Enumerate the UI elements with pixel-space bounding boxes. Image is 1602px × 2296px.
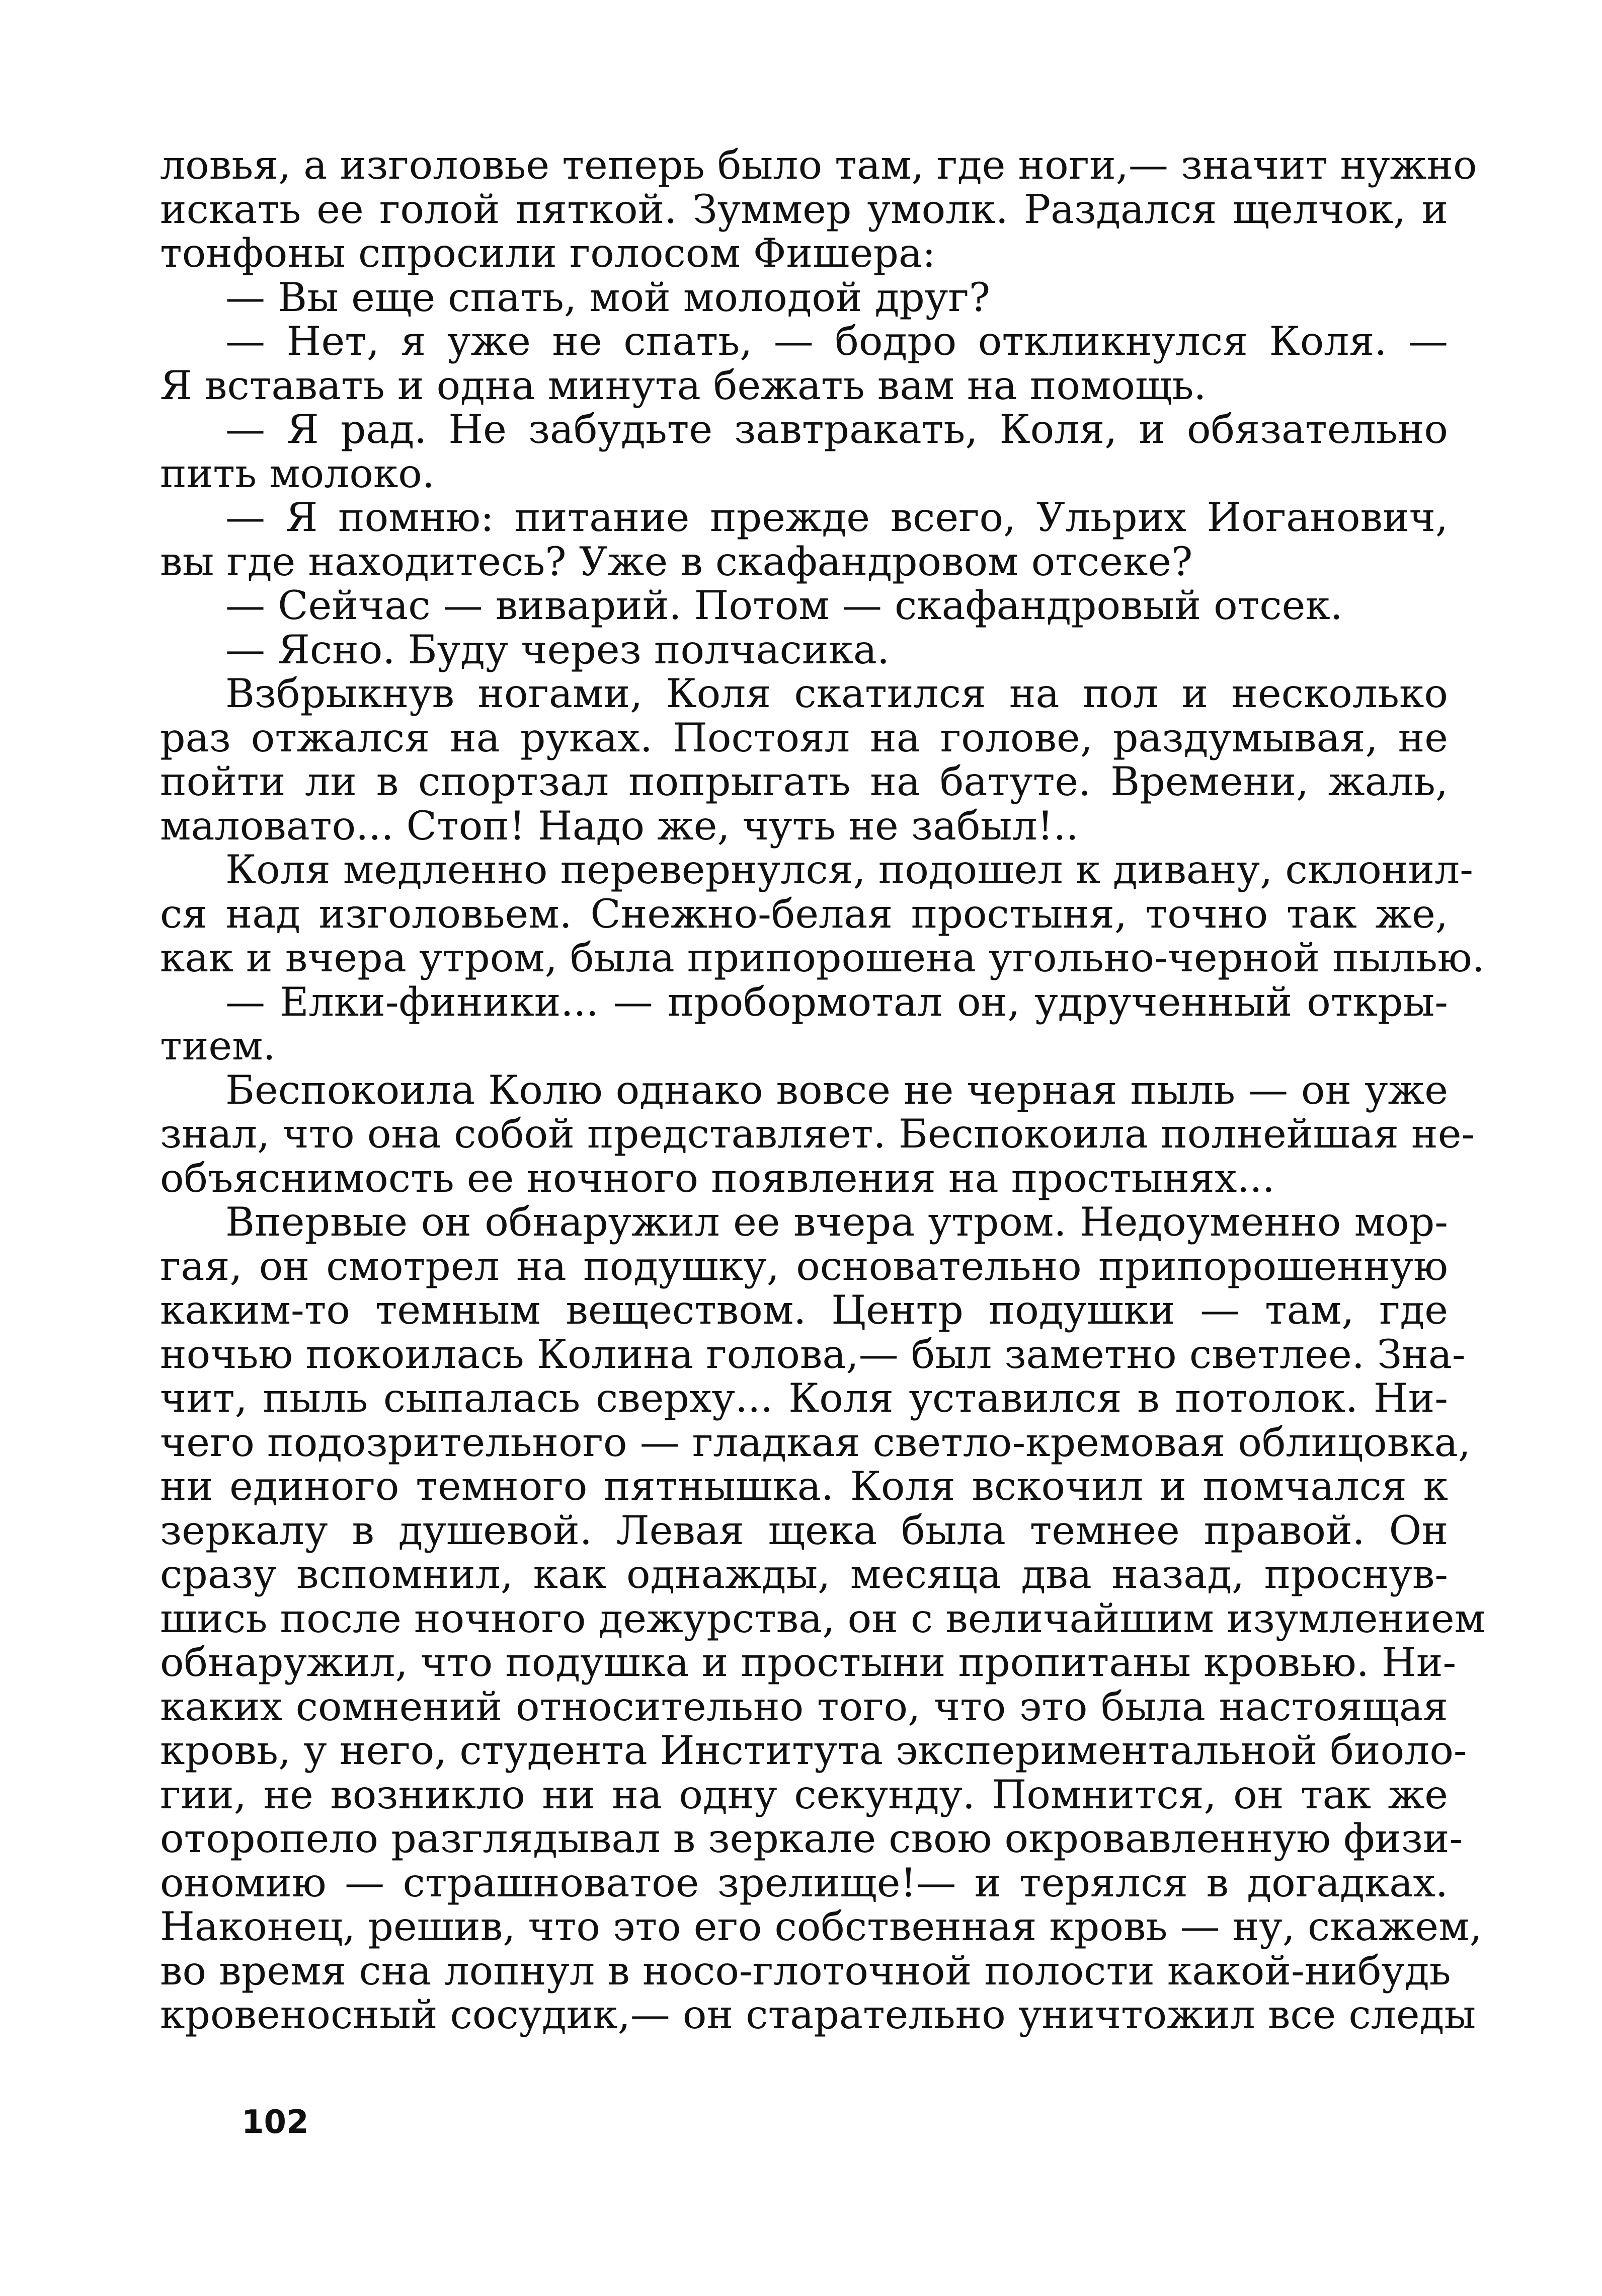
text-line: — Я помню: питание прежде всего, Ульрих Иоганович,	[225, 494, 1448, 541]
text-line: ни единого темного пятнышка. Коля вскочил и помчался к	[160, 1463, 1448, 1509]
text-line: каких сомнений относительно того, что это была настоящая	[160, 1683, 1448, 1730]
text-line: чит, пыль сыпалась сверху... Коля уставился в потолок. Ни-	[160, 1375, 1448, 1421]
text-line: Я вставать и одна минута бежать вам на помощь.	[160, 362, 1207, 409]
text-line: ночью покоилась Колина голова,— был заметно светлее. Зна-	[160, 1331, 1466, 1377]
text-line: раз отжался на руках. Постоял на голове, раздумывая, не	[160, 714, 1448, 761]
text-line: ловья, а изголовье теперь было там, где ноги,— значит нужно	[160, 142, 1477, 188]
text-line: пить молоко.	[160, 450, 435, 497]
text-line: Впервые он обнаружил ее вчера утром. Недоуменно мор-	[225, 1199, 1448, 1245]
text-line: тонфоны спросили голосом Фишера:	[160, 230, 936, 276]
text-line: искать ее голой пяткой. Зуммер умолк. Раздался щелчок, и	[160, 186, 1448, 233]
text-line: оторопело разглядывал в зеркале свою окровавленную физи-	[160, 1815, 1463, 1862]
page-number: 102	[242, 2104, 309, 2141]
text-line: ся над изголовьем. Снежно-белая простыня, точно так же,	[160, 890, 1448, 937]
text-line: во время сна лопнул в носо-глоточной полости какой-нибудь	[160, 1947, 1451, 1994]
text-line: — Нет, я уже не спать, — бодро откликнулся Коля. —	[225, 318, 1448, 364]
text-line: знал, что она собой представляет. Беспокоила полнейшая не-	[160, 1111, 1475, 1157]
text-line: пойти ли в спортзал попрыгать на батуте. Времени, жаль,	[160, 758, 1448, 805]
text-line: гая, он смотрел на подушку, основательно припорошенную	[160, 1243, 1448, 1289]
body-text	[160, 142, 1486, 2038]
text-line: обнаружил, что подушка и простыни пропитаны кровью. Ни-	[160, 1639, 1457, 1686]
text-line: каким-то темным веществом. Центр подушки — там, где	[160, 1287, 1448, 1333]
text-line: кровеносный сосудик,— он старательно уничтожил все следы	[160, 1992, 1476, 2038]
text-line: Коля медленно перевернулся, подошел к дивану, склонил-	[225, 847, 1473, 893]
text-line: объяснимость ее ночного появления на простынях...	[160, 1155, 1275, 1201]
text-line: маловато... Стоп! Надо же, чуть не забыл!..	[160, 802, 1079, 849]
text-line: зеркалу в душевой. Левая щека была темнее правой. Он	[160, 1507, 1448, 1554]
text-line: вы где находитесь? Уже в скафандровом отсеке?	[160, 538, 1193, 585]
text-line: кровь, у него, студента Института экспериментальной биоло-	[160, 1727, 1467, 1774]
text-line: гии, не возникло ни на одну секунду. Помнится, он так же	[160, 1771, 1448, 1818]
text-line: — Елки-финики... — пробормотал он, удрученный откры-	[225, 978, 1448, 1025]
text-line: тием.	[160, 1023, 276, 1069]
text-line: Взбрыкнув ногами, Коля скатился на пол и несколько	[225, 670, 1448, 717]
text-line: как и вчера утром, была припорошена угольно-черной пылью.	[160, 935, 1485, 981]
text-line: шись после ночного дежурства, он с величайшим изумлением	[160, 1595, 1486, 1642]
text-line: Наконец, решив, что это его собственная кровь — ну, скажем,	[160, 1903, 1482, 1950]
text-line: чего подозрительного — гладкая светло-кремовая облицовка,	[160, 1419, 1471, 1466]
text-line: ономию — страшноватое зрелище!— и терялся в догадках.	[160, 1859, 1448, 1906]
text-line: — Вы еще спать, мой молодой друг?	[225, 274, 991, 321]
text-line: — Сейчас — виварий. Потом — скафандровый отсек.	[225, 582, 1343, 629]
text-line: сразу вспомнил, как однажды, месяца два назад, проснув-	[160, 1551, 1448, 1597]
text-line: — Ясно. Буду через полчасика.	[225, 626, 890, 673]
text-line: — Я рад. Не забудьте завтракать, Коля, и обязательно	[225, 406, 1448, 452]
text-line: Беспокоила Колю однако вовсе не черная пыль — он уже	[225, 1066, 1448, 1113]
